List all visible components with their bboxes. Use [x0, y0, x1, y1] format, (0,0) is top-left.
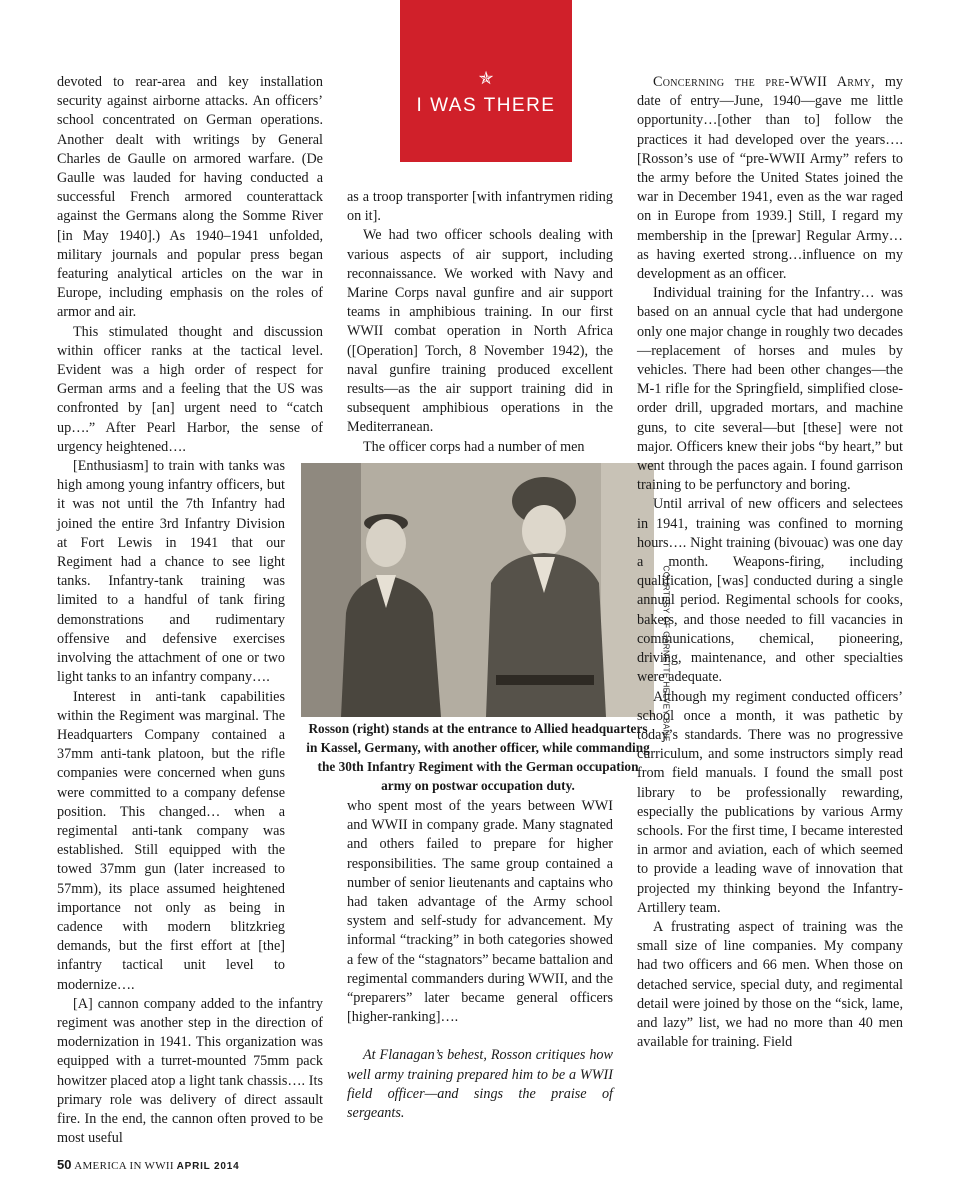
paragraph: This stimulated thought and discussion within officer ranks at the tactical level. Evident was a high order of respect for German arms and a feeling that the US was confronted by [an] urgent need to “catch up….” After Pearl Harbor, the sense of urgency heightened….	[57, 323, 323, 455]
paragraph: Although my regiment conducted officers’ school once a month, it was pathetic by today’s standards. There was no progressive curriculum, and some instructors simply read from field manuals. I found the small post library to be professionally rewarding, especially the publications by various Army schools. For the first time, I became interested in armor and aviation, each of which seemed to provide a leading wave of innovation that projected my thinking beyond the Infantry-Artillery team.	[637, 688, 903, 916]
paragraph: who spent most of the years between WWI and WWII in company grade. Many stagnated and others failed to prepare for higher responsibilities. The same group contained a number of senior lieutenants and captains who had taken advantage of the Army school system and self-study for advancement. My informal “tracking” in both categories showed a few of the “stagnators” became battalion and regimental commanders during WWII, and the “preparers” later became general officers [higher-ranking]….	[347, 798, 613, 1026]
photo-caption: Rosson (right) stands at the entrance to Allied headquarters in Kassel, Germany, with another officer, while commanding the 30th Infantry Regiment with the German occupation army on postwar occupation duty.	[306, 721, 650, 793]
paragraph: The officer corps had a number of men	[363, 438, 585, 455]
column-1	[57, 73, 323, 1148]
column-3	[637, 73, 903, 1052]
section-banner	[400, 0, 572, 162]
paragraph: as a troop transporter [with infantrymen riding on it].	[347, 189, 613, 225]
column-2-bottom	[347, 797, 613, 1123]
paragraph: [A] cannon company added to the infantry regiment was another step in the direction of modernization in 1941. This organization was equipped with a turret-mounted 75mm pack howitzer placed atop a light tank chassis…. Its primary role was delivery of direct assault fire. In the end, the cannon often proved to be most useful	[57, 995, 323, 1147]
photo-credit: COURTESY OF GARNETTE HELVEY BANE	[661, 565, 671, 742]
lead-in-small-caps: Concerning the pre-WWII Army,	[653, 74, 875, 90]
paragraph: [Enthusiasm] to train with tanks was high among young infantry officers, but it was not until the 7th Infantry had joined the entire 3rd Infantry Division at Fort Lewis in 1941 that our Regiment had a chance to see light tanks. Infantry-tank training was limited to a handful of tank firing demonstrations and rudimentary offensive and defensive exercises involving the attachment of one or two light tanks to an infantry company….	[57, 458, 285, 686]
star-icon: ✯	[478, 68, 494, 89]
lead-paragraph-text: my date of entry—June, 1940—gave me little opportunity…[other than to] follow the practices it had developed over the years…. [Rosson’s use of “pre-WWII Army” refers to the army before the United States joined the war in December 1941, even as the war raged on in Europe from 1939.] Still, I regard my membership in the [prewar] Regular Army…as having exerted strong…influence on my development as an officer.	[637, 74, 903, 283]
paragraph: Individual training for the Infantry… was based on an annual cycle that had undergone only one major change in roughly two decades—replacement of horses and mules by vehicles. There had been other changes—the M-1 rifle for the Springfield, simplified close-order drill, upgraded mortars, and machine guns, to cite several—but [these] were not major. Officers knew their jobs “by heart,” but went through the paces again. I found garrison training to be perfunctory and boring.	[637, 285, 903, 494]
paragraph: A frustrating aspect of training was the small size of line companies. My company had two officers and 66 men. When those on detached service, special duty, and regimental detail were joined by those on the “sick, lame, and lazy” list, we had no more than 40 men available for training. Field	[637, 918, 903, 1051]
page-number: 50	[57, 1157, 72, 1172]
page-footer	[57, 1157, 239, 1172]
paragraph: devoted to rear-area and key installation security against airborne attacks. An officers’ school concentrated on German operations. Another dealt with writings by General Charles de Gaulle on armored warfare. (De Gaulle was lauded for having conducted a successful French armored counterattack against the Germans along the Somme River [in May 1940].) As 1940–1941 unfolded, military journals and popular press began featuring analytical articles on the war in Europe, including emphasis on the roles of armor and air.	[57, 74, 323, 321]
paragraph: Until arrival of new officers and selectees in 1941, training was confined to morning hours…. Night training (bivouac) was one day a month. Weapons-firing, including qualification, [was] conducted during a single annual period. Regimental schools for cooks, bakers, and those needed to fill vacancies in communications, chemical, pioneering, driving, maintenance, and other specialties were adequate.	[637, 496, 903, 686]
paragraph: We had two officer schools dealing with various aspects of air support, including reconnaissance. We worked with Navy and Marine Corps naval gunfire and air support teams in amphibious training. In our first WWII combat operation in North Africa ([Operation] Torch, 8 November 1942), the naval gunfire training produced excellent results—as the air support training did in subsequent amphibious operations in the Mediterranean.	[347, 227, 613, 436]
paragraph-lead	[637, 73, 903, 284]
paragraph: Interest in anti-tank capabilities within the Regiment was marginal. The Headquarters Company contained a 37mm anti-tank platoon, but the rifle companies were concerned when guns were committed to a company defense position. This changed… when a regimental anti-tank company was established. Still equipped with the towed 37mm gun (later increased to 57mm), its place assumed heightened importance not only as being in cadence with modern blitzkrieg demands, but the first effort at [the] infantry tactical unit level to modernize….	[57, 688, 285, 993]
section-title: I WAS THERE	[416, 95, 556, 116]
italic-intro: At Flanagan’s behest, Rosson critiques how well army training prepared him to be a WWII field officer—and sings the praise of sergeants.	[347, 1047, 613, 1122]
photo-rosson-and-officer	[301, 463, 654, 717]
magazine-name: AMERICA IN WWII	[74, 1160, 174, 1172]
photo-illustration	[301, 463, 654, 717]
column-2-top	[347, 188, 613, 457]
issue-date: APRIL 2014	[176, 1161, 240, 1172]
